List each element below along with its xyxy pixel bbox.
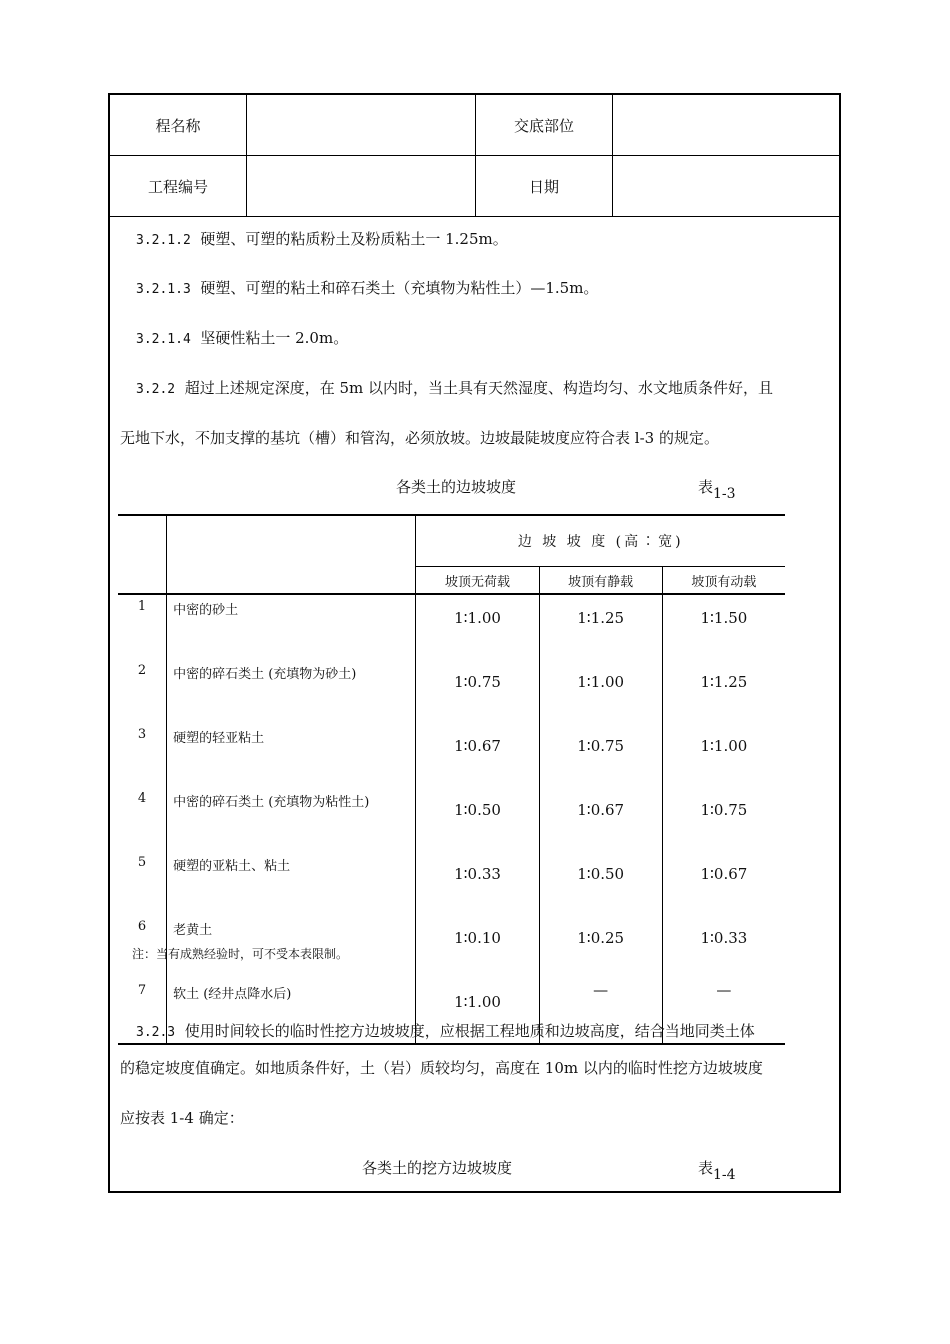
row-soil: 硬塑的轻亚粘土 [167, 723, 416, 787]
th-no-load: 坡顶无荷载 [416, 567, 539, 595]
row-soil: 硬塑的亚粘土、粘土 [167, 851, 416, 915]
row-dynamic-load: 1∶0.75 [700, 801, 748, 819]
value-project-name [247, 95, 476, 156]
row-no-load: 1∶0.33 [416, 851, 539, 915]
th-soil-type [167, 515, 416, 594]
table-row [118, 723, 785, 787]
row-soil: 老黄土 [167, 915, 416, 979]
label-date: 日期 [476, 156, 613, 217]
row-static-load: 1∶0.50 [539, 851, 662, 915]
th-dynamic-load: 坡顶有动载 [662, 567, 785, 595]
table-1-3-number [698, 476, 736, 502]
th-slope-ratio: 边 坡 坡 度 (高∶宽) [416, 515, 785, 567]
table-1-4-number [698, 1157, 736, 1183]
clause-number: 3.2.2 [136, 382, 176, 397]
para-3-2-1-4 [136, 327, 348, 348]
clause-number: 3.2.1.4 [136, 332, 191, 347]
row-dynamic-load: — [662, 979, 785, 1044]
table-word: 表 [698, 478, 714, 496]
value-project-no [247, 156, 476, 217]
row-static-load: 1∶0.67 [539, 787, 662, 851]
table-no: 1-3 [713, 486, 736, 502]
slope-table-1-3 [118, 514, 785, 1045]
th-static-load: 坡顶有静载 [539, 567, 662, 595]
table-no: 1-4 [713, 1167, 736, 1183]
row-soil: 软土 (经井点降水后) [167, 979, 416, 1044]
para-3-2-3-line2: 的稳定坡度值确定。如地质条件好，土（岩）质较均匀，高度在 10m 以内的临时性挖方边坡坡度 [120, 1059, 763, 1077]
label-disclosure-part: 交底部位 [476, 95, 613, 156]
table-row [118, 787, 785, 851]
document-frame [108, 93, 841, 1193]
label-project-no: 工程编号 [110, 156, 247, 217]
row-soil: 中密的碎石类土 (充填物为砂土) [167, 659, 416, 723]
table-1-4-caption: 各类土的挖方边坡坡度 [362, 1159, 513, 1177]
clause-text: 坚硬性粘土一 2.0m。 [200, 329, 349, 347]
row-index: 2 [118, 659, 167, 723]
row-dynamic-load: 1∶0.33 [700, 929, 748, 947]
row-no-load: 1∶0.50 [416, 787, 539, 851]
row-no-load: 1∶0.67 [416, 723, 539, 787]
label-project-name: 程名称 [110, 95, 247, 156]
row-soil: 中密的砂土 [167, 594, 416, 659]
row-index: 1 [118, 594, 167, 659]
clause-text: 超过上述规定深度，在 5m 以内时，当土具有天然湿度、构造均匀、水文地质条件好，且 [184, 379, 773, 397]
clause-number: 3.2.1.2 [136, 233, 191, 248]
para-3-2-2-line2: 无地下水，不加支撑的基坑（槽）和管沟，必须放坡。边坡最陡坡度应符合表 l-3 的规定。 [120, 429, 719, 447]
clause-number: 3.2.1.3 [136, 282, 191, 297]
para-3-2-1-3 [136, 277, 598, 298]
row-no-load: 1∶0.10 [416, 915, 539, 979]
row-no-load: 1∶1.00 [416, 594, 539, 659]
value-date [613, 156, 840, 217]
para-3-2-3-line3: 应按表 1-4 确定： [120, 1109, 244, 1127]
clause-text: 硬塑、可塑的粘土和碎石类土（充填物为粘性土）—1.5m。 [200, 279, 599, 297]
clause-text: 硬塑、可塑的粘质粉土及粉质粘土一 1.25m。 [200, 230, 508, 248]
para-3-2-2-line1 [136, 377, 773, 398]
para-3-2-1-2 [136, 228, 508, 249]
table-row [118, 659, 785, 723]
row-no-load: 1∶1.00 [416, 979, 539, 1044]
row-static-load: 1∶1.00 [539, 659, 662, 723]
table-word: 表 [698, 1159, 714, 1177]
row-dynamic-load: 1∶1.00 [700, 737, 748, 755]
row-soil: 中密的碎石类土 (充填物为粘性土) [167, 787, 416, 851]
row-static-load: 1∶0.75 [539, 723, 662, 787]
table-row [118, 851, 785, 915]
table-note: 注：当有成熟经验时，可不受本表限制。 [132, 947, 349, 961]
row-index: 5 [118, 851, 167, 915]
row-index: 7 [118, 979, 167, 1044]
para-3-2-3-line1 [136, 1020, 755, 1041]
clause-number: 3.2.3 [136, 1025, 176, 1040]
row-static-load: 1∶0.25 [539, 915, 662, 979]
row-dynamic-load: 1∶1.25 [700, 673, 748, 691]
clause-text: 使用时间较长的临时性挖方边坡坡度，应根据工程地质和边坡高度，结合当地同类土体 [184, 1022, 755, 1040]
row-dynamic-load: 1∶1.50 [700, 609, 748, 627]
row-index: 6 [118, 915, 167, 979]
row-index: 3 [118, 723, 167, 787]
row-no-load: 1∶0.75 [416, 659, 539, 723]
table-1-3-caption: 各类土的边坡坡度 [396, 478, 517, 496]
row-static-load: 1∶1.25 [539, 594, 662, 659]
table-row [118, 594, 785, 659]
header-table [110, 95, 839, 217]
value-disclosure-part [613, 95, 840, 156]
th-index [118, 515, 167, 594]
row-index: 4 [118, 787, 167, 851]
row-dynamic-load: 1∶0.67 [700, 865, 748, 883]
row-static-load: — [539, 979, 662, 1044]
